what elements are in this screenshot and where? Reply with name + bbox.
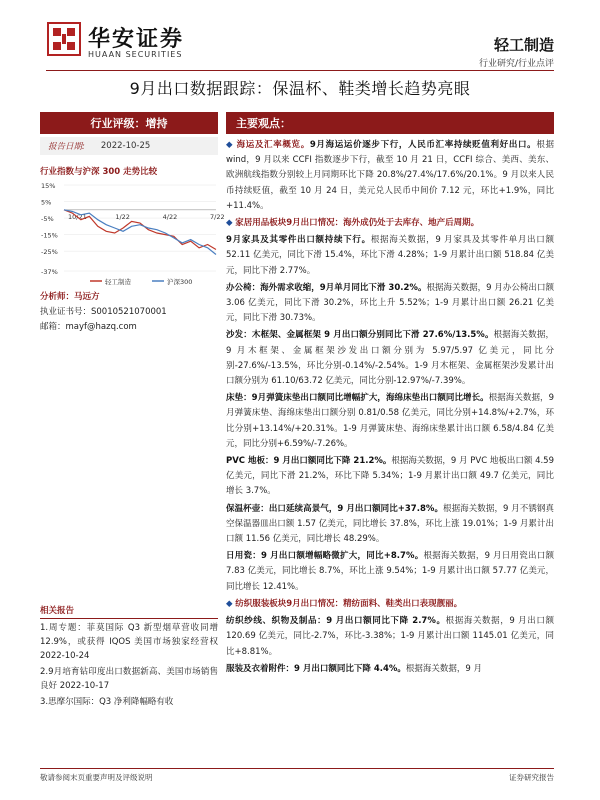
main-paragraph (226, 614, 554, 660)
main-paragraph (226, 662, 554, 677)
y-tick-label: -25% (41, 248, 58, 257)
paragraph-text: 根据海关数据，9 月木框架、金属框架沙发出口额分别为 5.97/5.97 亿美元，同比分别-27.6%/-13.5%，环比分别-0.14%/-2.54%。1-9 月木框架、金属框架沙发累计出口额分别为 61.10/63.72 亿美元，同比分别-12.97%/-7.39%。 (226, 330, 554, 387)
paragraph-highlight: PVC 地板：9 月出口额同比下降 21.2%。 (226, 456, 392, 467)
y-tick-label: -37% (41, 268, 58, 276)
chart-title: 行业指数与沪深 300 走势比较 (40, 167, 158, 177)
related-reports-title: 相关报告 (40, 604, 218, 619)
paragraph-text: 根据 wind，9 月以来 CCFI 指数逐步下行，截至 10 月 21 日，CCFI 综合、美西、美东、欧洲航线指数分别较上月同期环比下降 20.8%/27.4%/17.6%/20.1%。9 月以来人民币持续贬值，截至 10 月 24 日，美元兑人民币中间价 7.12 元，环比+1.9%，同比+11.4%。 (226, 140, 554, 211)
paragraph-text: 根据海关数据，9 月不锈钢真空保温器皿出口额 1.57 亿美元，同比增长 37.8%，环比上涨 19.01%；1-9 月累计出口额 11.56 亿美元，同比增长 48.29%。 (226, 503, 554, 545)
paragraph-highlight: 服装及衣着附件：9 月出口额同比下降 4.4%。 (226, 663, 406, 674)
paragraph-highlight: 保温杯壶：出口延续高景气，9 月出口额同比+37.8%。 (226, 503, 444, 514)
paragraph-highlight: 纺织纱线、织物及制品：9 月出口额同比下降 2.7%。 (226, 616, 446, 627)
main-paragraph (226, 502, 554, 548)
main-paragraph (226, 216, 554, 231)
date-value: 2022-10-25 (100, 141, 151, 151)
footer-disclaimer: 敬请参阅末页重要声明及评级说明 (40, 773, 153, 782)
diamond-bullet-icon: ◆ (226, 140, 237, 150)
series-line-industry (64, 210, 216, 250)
paragraph-text: 根据海关数据，9 月办公椅出口额 3.06 亿美元，同比下滑 30.2%，环比上升 5.52%；1-9 月累计出口额 26.21 亿美元，同比下滑 30.73%。 (226, 282, 554, 324)
huaan-logo-icon (47, 22, 81, 56)
related-reports (40, 604, 218, 709)
x-tick-label: 7/22 (210, 212, 225, 221)
index-chart (40, 179, 225, 289)
paragraph-highlight: 9月家具及其零件出口额持续下行。 (226, 235, 371, 246)
paragraph-highlight: 沙发：木框架、金属框架 9 月出口额分别同比下滑 27.6%/13.5%。 (226, 330, 494, 341)
y-tick-label: 15% (41, 182, 56, 190)
analyst-name: 分析师：马远方 (40, 292, 100, 302)
paragraph-text: 根据海关数据，9 月家具及其零件单月出口额 52.11 亿美元，同比下滑 15.4%，环比下滑 4.28%；1-9 月累计出口额 518.84 亿美元，同比下滑 2.77%。 (226, 235, 554, 276)
index-chart-svg (40, 179, 225, 289)
main-paragraph (226, 328, 554, 389)
y-tick-label: -5% (41, 215, 54, 224)
report-header (0, 0, 600, 70)
section-lead: 纺织服装板块9月出口情况：精纺面料、鞋类出口表现靓丽。 (235, 598, 463, 609)
header-divider (46, 70, 554, 71)
sidebar (40, 112, 225, 289)
diamond-bullet-icon: ◆ (226, 218, 236, 229)
rating-box: 行业评级：增持 (40, 112, 218, 134)
section-lead: 家居用品板块9月出口情况：海外成仍处于去库存、地产后周期。 (235, 218, 480, 229)
analyst-info (40, 290, 218, 332)
paragraph-highlight: 9月海运运价逐步下行，人民币汇率持续贬值利好出口。 (309, 140, 537, 150)
related-report-item[interactable]: 1.周专题：菲莫国际 Q3 新型烟草营收同增 12.9%，或获得 IQOS 美国市场独家经营权 2022-10-24 (40, 623, 218, 661)
series-line-csi300 (64, 210, 216, 255)
paragraph-highlight: 床垫：9月弹簧床垫出口额同比增幅扩大，海绵床垫出口额同比增长。 (226, 393, 489, 404)
x-tick-label: 1/22 (115, 212, 130, 221)
x-tick-label: 10/21 (68, 212, 87, 221)
section-lead: 海运及汇率概览。 (236, 140, 310, 150)
related-report-item[interactable]: 3.思摩尔国际：Q3 净利降幅略有收 (40, 697, 174, 707)
diamond-bullet-icon: ◆ (226, 598, 236, 609)
paragraph-text: 根据海关数据，9 月日用瓷出口额 7.83 亿美元，同比增长 8.7%，环比上涨 9.54%；1-9 月累计出口额 57.77 亿美元，同比增长 12.41%。 (226, 551, 554, 592)
paragraph-text: 根据海关数据，9 月出口额 120.69 亿美元，同比-2.7%，环比-3.38%；1-9 月累计出口额 1145.01 亿美元，同比+8.81%。 (226, 616, 554, 657)
main-paragraph (226, 138, 554, 214)
date-label: 报告日期: (48, 142, 85, 152)
paragraph-text: 根据海关数据，9 月 (405, 663, 483, 674)
main-paragraph (226, 454, 554, 500)
analyst-email: 邮箱：mayf@hazq.com (40, 322, 137, 332)
legend-label: 轻工制造 (105, 278, 131, 286)
x-tick-label: 4/22 (162, 212, 178, 221)
paragraph-highlight: 日用瓷：9 月出口额增幅略微扩大，同比+8.7%。 (226, 551, 424, 562)
main-paragraph (226, 391, 554, 452)
paragraph-text: 根据海关数据，9 月弹簧床垫、海绵床垫出口额分别 0.81/0.58 亿美元，同比分别+14.8%/+2.7%，环比分别+13.14%/+20.31%。1-9 月弹簧床垫、海绵床垫累计出口额 6.58/4.84 亿美元，同比分别+6.59%/-7.26%。 (226, 393, 554, 449)
analyst-license: 执业证书号：S0010521070001 (40, 307, 167, 317)
report-date-row (40, 137, 218, 155)
report-title: 9月出口数据跟踪：保温杯、鞋类增长趋势亮眼 (129, 79, 471, 98)
footer-label: 证券研究报告 (509, 773, 554, 782)
report-type: 行业研究/行业点评 (478, 59, 554, 69)
industry-label: 轻工制造 (493, 36, 554, 54)
footer-divider (40, 768, 554, 769)
brand-name: 华安证券 (88, 27, 185, 52)
main-paragraph (226, 549, 554, 595)
brand-name-en: HUAAN SECURITIES (88, 50, 183, 59)
main-content (226, 112, 554, 679)
paragraph-highlight: 办公椅：海外需求收缩，9月单月同比下滑 30.2%。 (226, 282, 427, 293)
main-paragraph (226, 233, 554, 279)
related-report-item[interactable]: 2.9月培育钻印度出口数据新高、美国市场销售良好 2022-10-17 (40, 667, 218, 691)
main-points-heading: 主要观点： (226, 112, 554, 134)
main-points-body (226, 138, 554, 677)
main-paragraph (226, 597, 554, 612)
paragraph-text: 根据海关数据，9 月 PVC 地板出口额 4.59 亿美元，同比下滑 21.2%，环比下降 5.34%；1-9 月累计出口额 49.7 亿美元，同比增长 3.7%。 (226, 456, 554, 497)
legend-label: 沪深300 (167, 278, 193, 286)
y-tick-label: -15% (41, 231, 58, 240)
y-tick-label: 5% (41, 198, 52, 207)
main-paragraph (226, 281, 554, 327)
